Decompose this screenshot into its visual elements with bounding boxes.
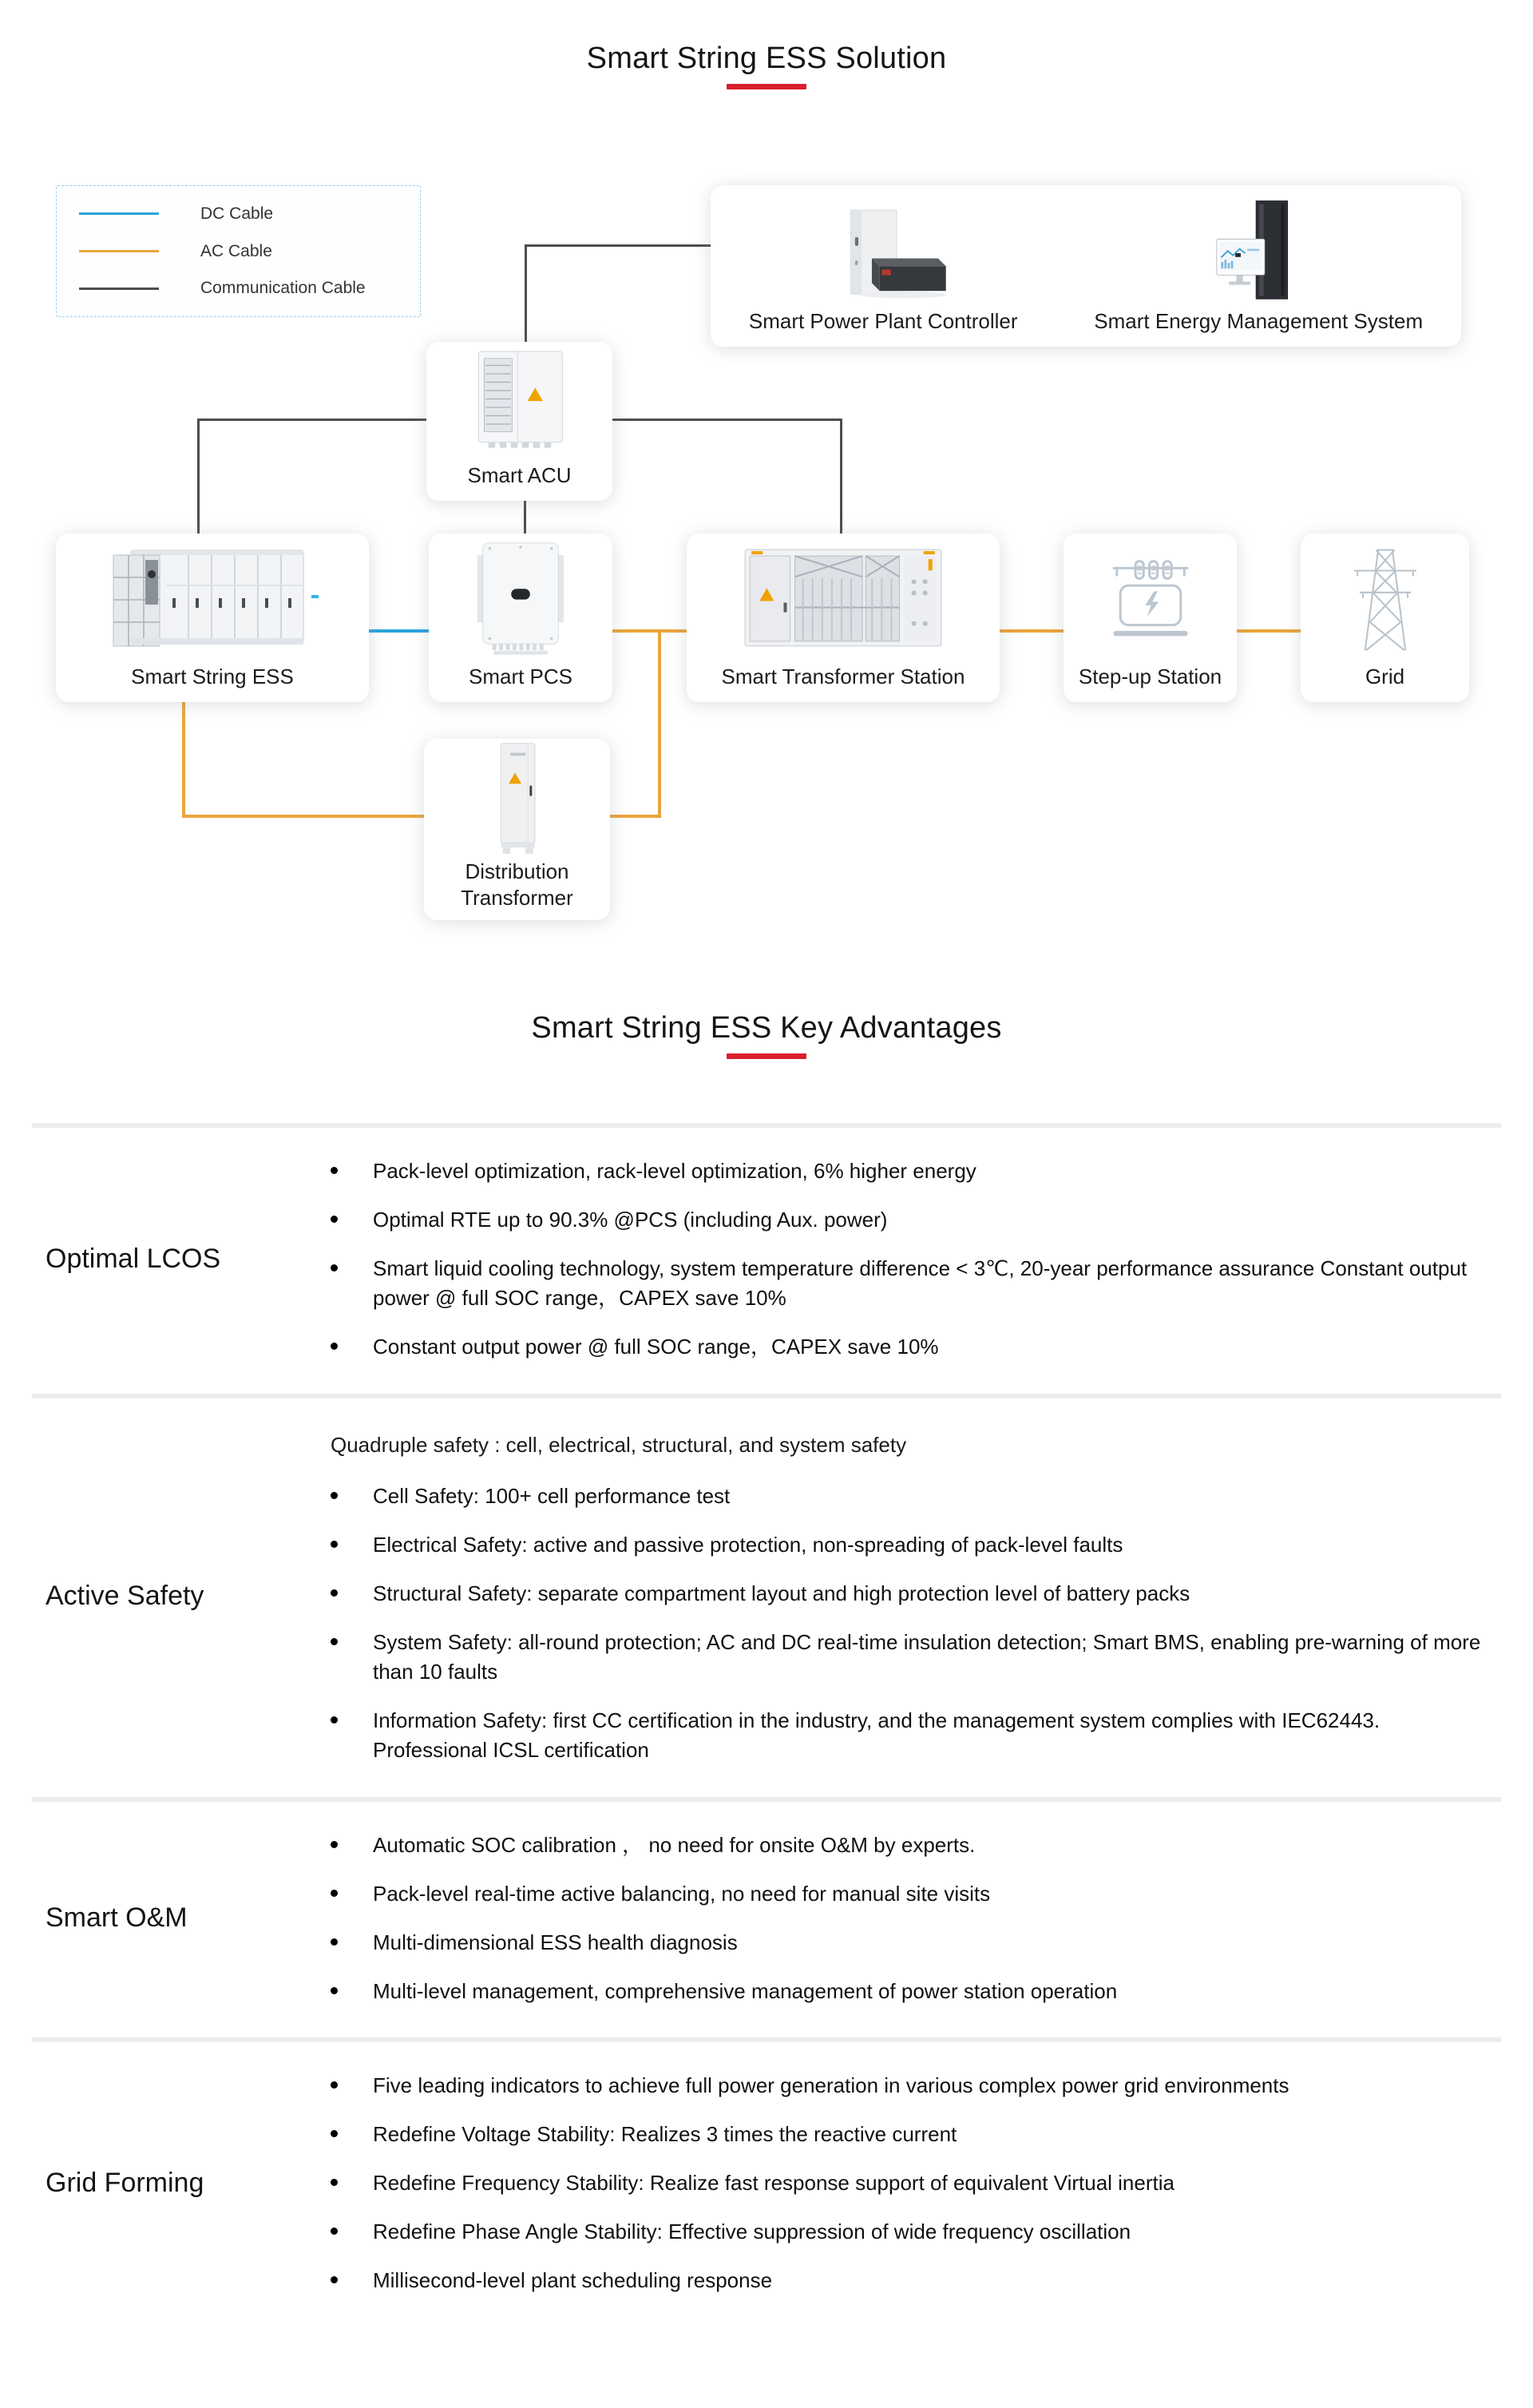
bullet-dot	[331, 1343, 338, 1350]
smart-acu-image	[467, 346, 572, 458]
smart-string-ess-image	[105, 539, 319, 657]
node-label: Smart Transformer Station	[721, 664, 965, 688]
bullet-item	[331, 1530, 1487, 1560]
bullet-text: Redefine Frequency Stability: Realize fast response support of equivalent Virtual inertia	[373, 2171, 1175, 2196]
bullet-dot	[331, 1541, 338, 1548]
bullet-item	[331, 1879, 1487, 1909]
ac-cable-line	[182, 815, 424, 818]
bullet-item	[331, 2120, 1487, 2149]
smart-power-plant-controller-node	[711, 185, 1056, 347]
title-underline	[727, 84, 806, 89]
bullet-dot	[331, 2276, 338, 2283]
advantages-title-underline	[727, 1053, 806, 1059]
legend-label: DC Cable	[200, 204, 274, 223]
section-smart-om	[32, 1797, 1501, 2038]
bullet-dot	[331, 1716, 338, 1724]
bullet-item	[331, 1628, 1487, 1687]
node-label: Grid	[1365, 664, 1405, 688]
bullet-text: Cell Safety: 100+ cell performance test	[373, 1484, 731, 1509]
bullet-item	[331, 2071, 1487, 2101]
smart-pcs-node	[429, 534, 612, 702]
node-label: Distribution Transformer	[461, 859, 573, 910]
management-systems-card	[711, 185, 1461, 347]
step-up-station-icon	[1087, 549, 1214, 649]
bullet-text: Pack-level real-time active balancing, no need for manual site visits	[373, 1881, 991, 1906]
communication-cable-line	[525, 244, 527, 342]
bullet-text: Redefine Voltage Stability: Realizes 3 times the reactive current	[373, 2122, 957, 2147]
bullet-item	[331, 2217, 1487, 2247]
bullet-text: Constant output power @ full SOC range，CAPEX save 10%	[373, 1334, 939, 1359]
communication-cable-line	[612, 419, 842, 421]
bullet-dot	[331, 1216, 338, 1223]
communication-cable-line	[525, 244, 712, 247]
bullet-item	[331, 1831, 1487, 1860]
smart-energy-management-system-image	[1185, 196, 1333, 308]
advantages-sections	[0, 1123, 1533, 2327]
bullet-dot	[331, 2130, 338, 2137]
legend-row-ac	[57, 242, 420, 261]
communication-cable-line	[197, 419, 426, 421]
bullet-item	[331, 1254, 1487, 1313]
step-up-station-node	[1064, 534, 1237, 702]
advantages-title: Smart String ESS Key Advantages	[531, 1011, 1002, 1045]
bullet-item	[331, 1928, 1487, 1958]
smart-power-plant-controller-image	[791, 204, 975, 308]
section-grid-forming	[32, 2037, 1501, 2327]
bullet-item	[331, 1332, 1487, 1362]
bullet-dot	[331, 1167, 338, 1174]
bullet-dot	[331, 2227, 338, 2235]
bullet-text: Smart liquid cooling technology, system temperature difference < 3℃, 20-year performance assurance Constant output power @ full SOC range，CAPEX save 10%	[373, 1256, 1468, 1310]
distribution-transformer-node	[424, 739, 610, 920]
bullet-dot	[331, 1890, 338, 1897]
bullet-text: Automatic SOC calibration ， no need for onsite O&M by experts.	[373, 1832, 976, 1857]
bullet-text: Multi-level management, comprehensive management of power station operation	[373, 1978, 1118, 2003]
page-title: Smart String ESS Solution	[586, 42, 947, 75]
section-optimal-lcos	[32, 1123, 1501, 1394]
smart-transformer-station-node	[687, 534, 1000, 702]
bullet-dot	[331, 1638, 338, 1645]
smart-transformer-station-image	[739, 540, 948, 657]
smart-string-ess-node	[56, 534, 369, 702]
smart-acu-node	[426, 342, 612, 501]
bullet-dot	[331, 1589, 338, 1597]
bullet-dot	[331, 1841, 338, 1848]
node-label: Smart ACU	[467, 462, 572, 487]
communication-cable-swatch	[79, 288, 159, 290]
bullet-dot	[331, 1987, 338, 1994]
bullet-item	[331, 2168, 1487, 2198]
section-active-safety	[32, 1394, 1501, 1797]
ac-cable-line	[612, 629, 687, 633]
section-title: Optimal LCOS	[46, 1243, 221, 1274]
bullet-text: Millisecond-level plant scheduling response	[373, 2268, 773, 2293]
bullet-text: Electrical Safety: active and passive protection, non-spreading of pack-level faults	[373, 1533, 1123, 1557]
bullet-text: Multi-dimensional ESS health diagnosis	[373, 1930, 738, 1954]
ac-cable-swatch	[79, 250, 159, 252]
smart-energy-management-system-node	[1056, 185, 1461, 347]
cable-legend	[56, 185, 421, 317]
bullet-item	[331, 1706, 1487, 1765]
communication-cable-line	[840, 419, 842, 534]
bullet-dot	[331, 2179, 338, 2186]
node-label: Step-up Station	[1078, 664, 1222, 688]
bullet-item	[331, 1482, 1487, 1511]
dc-cable-swatch	[79, 212, 159, 215]
distribution-transformer-image	[469, 739, 565, 859]
bullet-text: Redefine Phase Angle Stability: Effective suppression of wide frequency oscillation	[373, 2220, 1131, 2244]
node-label: Smart PCS	[468, 664, 573, 688]
ac-cable-line	[658, 631, 661, 818]
ac-cable-line	[1000, 629, 1064, 633]
bullet-item	[331, 1205, 1487, 1235]
bullet-text: Optimal RTE up to 90.3% @PCS (including Aux. power)	[373, 1207, 888, 1232]
legend-row-dc	[57, 204, 420, 224]
bullet-text: Structural Safety: separate compartment layout and high protection level of battery packs	[373, 1581, 1190, 1606]
grid-node	[1301, 534, 1469, 702]
ac-cable-line	[1237, 629, 1301, 633]
ac-cable-line	[182, 702, 185, 818]
legend-label: Communication Cable	[200, 279, 366, 298]
bullet-text: Pack-level optimization, rack-level optimization, 6% higher energy	[373, 1159, 976, 1183]
dc-cable-line	[369, 629, 429, 633]
section-title: Active Safety	[46, 1580, 204, 1611]
bullet-dot	[331, 2081, 338, 2089]
node-label: Smart String ESS	[131, 664, 294, 688]
node-label: Smart Energy Management System	[1094, 308, 1424, 333]
bullet-dot	[331, 1492, 338, 1499]
bullet-item	[331, 1579, 1487, 1609]
section-intro: Quadruple safety : cell, electrical, structural, and system safety	[331, 1432, 907, 1457]
legend-row-comm	[57, 279, 420, 298]
section-title: Smart O&M	[46, 1902, 188, 1934]
bullet-text: Information Safety: first CC certification in the industry, and the management system complies with IEC62443. Professional ICSL certification	[373, 1708, 1380, 1762]
bullet-item	[331, 1156, 1487, 1186]
communication-cable-line	[197, 419, 200, 534]
communication-cable-line	[524, 501, 526, 534]
legend-label: AC Cable	[200, 241, 272, 260]
bullet-text: System Safety: all-round protection; AC and DC real-time insulation detection; Smart BMS, enabling pre-warning of more than 10 faults	[373, 1630, 1481, 1684]
bullet-item	[331, 1977, 1487, 2006]
bullet-dot	[331, 1938, 338, 1946]
bullet-item	[331, 2266, 1487, 2295]
section-title: Grid Forming	[46, 2168, 204, 2199]
bullet-dot	[331, 1264, 338, 1271]
smart-pcs-image	[473, 538, 568, 659]
ac-cable-line	[610, 815, 661, 818]
grid-tower-icon	[1337, 542, 1433, 654]
solution-diagram	[0, 0, 1533, 990]
node-label: Smart Power Plant Controller	[748, 308, 1018, 333]
bullet-text: Five leading indicators to achieve full power generation in various complex power grid environments	[373, 2073, 1289, 2098]
